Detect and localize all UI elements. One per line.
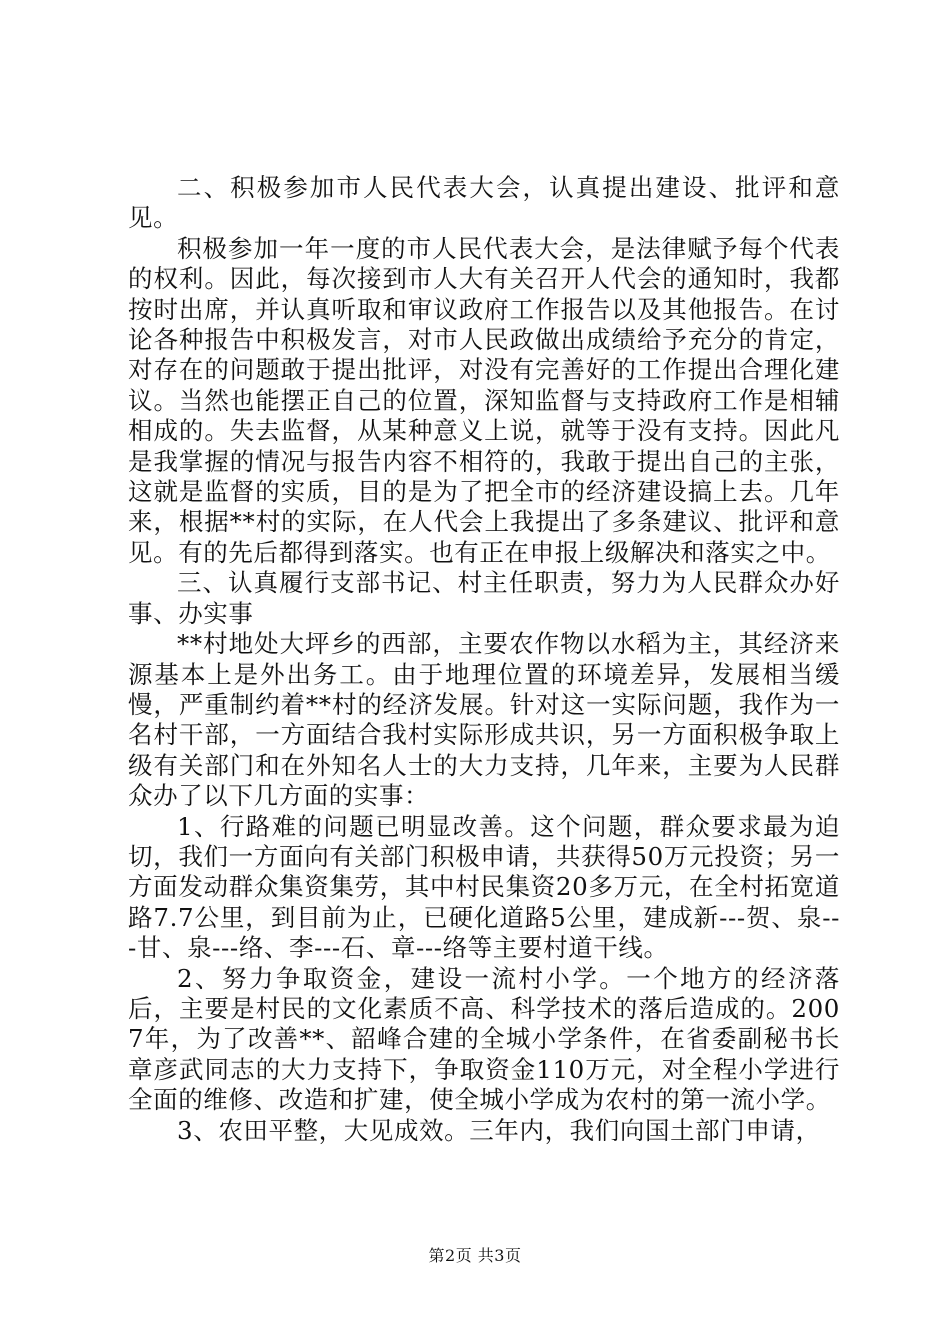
section-heading-3: 三、认真履行支部书记、村主任职责，努力为人民群众办好事、办实事 — [128, 568, 840, 628]
paragraph: 积极参加一年一度的市人民代表大会，是法律赋予每个代表的权利。因此，每次接到市人大有关召开人代会的通知时，我都按时出席，并认真听取和审议政府工作报告以及其他报告。在讨论各种报告中积极发言，对市人民政做出成绩给予充分的肯定，对存在的问题敢于提出批评，对没有完善好的工作提出合理化建议。当然也能摆正自己的位置，深知监督与支持政府工作是相辅相成的。失去监督，从某种意义上说，就等于没有支持。因此凡是我掌握的情况与报告内容不相符的，我敢于提出自己的主张，这就是监督的实质，目的是为了把全市的经济建设搞上去。几年来，根据**村的实际，在人代会上我提出了多条建议、批评和意见。有的先后都得到落实。也有正在申报上级解决和落实之中。 — [128, 233, 840, 567]
list-item-3: 3、农田平整，大见成效。三年内，我们向国土部门申请， — [177, 1115, 821, 1145]
document-body — [128, 173, 840, 1146]
section-heading-2: 二、积极参加市人民代表大会，认真提出建设、批评和意见。 — [128, 173, 840, 233]
list-item-1: 1、行路难的问题已明显改善。这个问题，群众要求最为迫切，我们一方面向有关部门积极申请，共获得50万元投资；另一方面发动群众集资集劳，其中村民集资20多万元，在全村拓宽道路7.7公里，到目前为止，已硬化道路5公里，建成新---贺、泉---甘、泉---络、李---石、章---络等主要村道干线。 — [128, 811, 840, 963]
list-item-2: 2、努力争取资金，建设一流村小学。一个地方的经济落后，主要是村民的文化素质不高、科学技术的落后造成的。2007年，为了改善**、韶峰合建的全城小学条件，在省委副秘书长章彦武同志的大力支持下，争取资金110万元，对全程小学进行全面的维修、改造和扩建，使全城小学成为农村的第一流小学。 — [128, 963, 840, 1115]
paragraph: **村地处大坪乡的西部，主要农作物以水稻为主，其经济来源基本上是外出务工。由于地理位置的环境差异，发展相当缓慢，严重制约着**村的经济发展。针对这一实际问题，我作为一名村干部，一方面结合我村实际形成共识，另一方面积极争取上级有关部门和在外知名人士的大力支持，几年来，主要为人民群众办了以下几方面的实事： — [128, 629, 840, 811]
page-number-footer: 第2页 共3页 — [428, 1246, 522, 1265]
